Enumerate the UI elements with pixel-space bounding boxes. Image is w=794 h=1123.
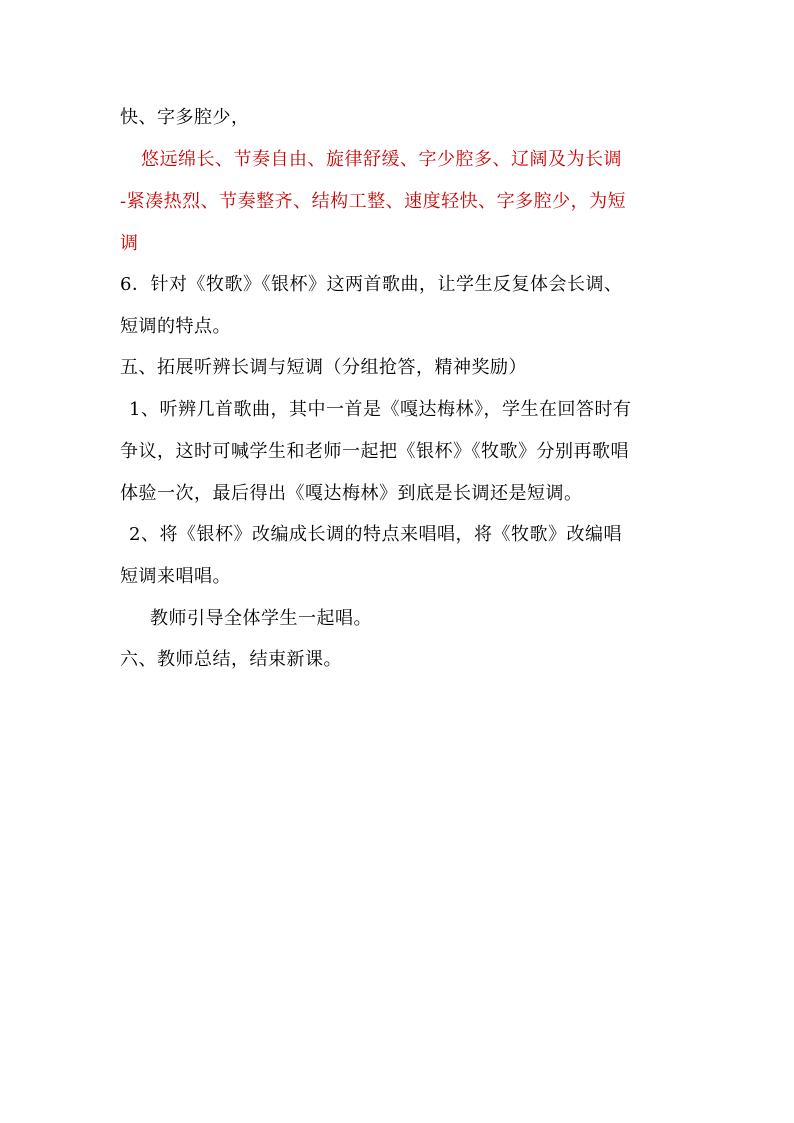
highlighted-text-line: 调 — [120, 233, 139, 254]
text-line: 6．针对《牧歌》《银杯》这两首歌曲，让学生反复体会长调、 — [120, 274, 623, 295]
text-line: 1、听辨几首歌曲，其中一首是《嘎达梅林》，学生在回答时有 — [129, 399, 632, 420]
text-line: 体验一次，最后得出《嘎达梅林》到底是长调还是短调。 — [120, 483, 583, 504]
section-heading: 五、拓展听辨长调与短调（分组抢答，精神奖励） — [120, 357, 527, 378]
text-line: 教师引导全体学生一起唱。 — [150, 608, 372, 629]
text-line: 快、字多腔少， — [120, 107, 250, 128]
highlighted-text-line: 悠远绵长、节奏自由、旋律舒缓、字少腔多、辽阔及为长调 — [141, 149, 622, 170]
text-line: 争议，这时可喊学生和老师一起把《银杯》《牧歌》分别再歌唱 — [120, 441, 629, 462]
text-line: 短调的特点。 — [120, 316, 231, 337]
section-heading: 六、教师总结，结束新课。 — [120, 649, 342, 670]
text-line: 短调来唱唱。 — [120, 566, 231, 587]
text-line: 2、将《银杯》改编成长调的特点来唱唱，将《牧歌》改编唱 — [129, 524, 622, 545]
highlighted-text-line: -紧凑热烈、节奏整齐、结构工整、速度轻快、字多腔少，为短 — [120, 191, 627, 212]
